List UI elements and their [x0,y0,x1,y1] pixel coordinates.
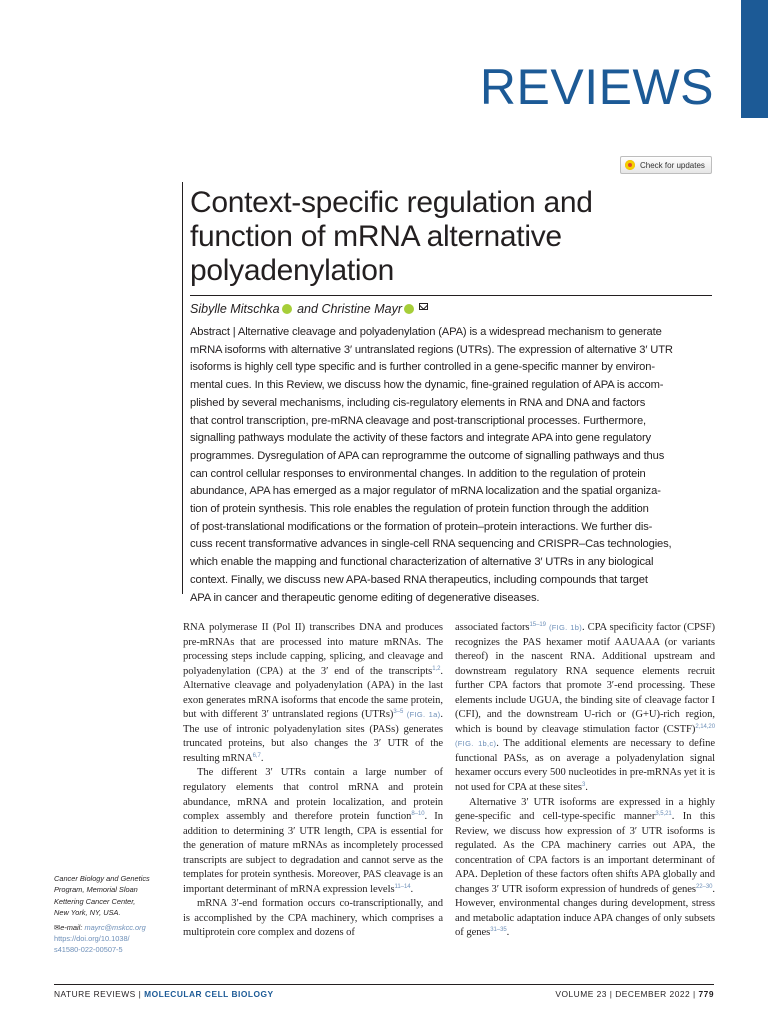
footer-publisher: NATURE REVIEWS [54,989,136,999]
body-text: . [260,752,264,764]
abstract-line: plished by several mechanisms, including cis-regulatory elements in RNA and DNA and factors [190,396,646,409]
abstract-line: context. Finally, we discuss new APA-based RNA therapeutics, including compounds that target [190,573,648,586]
body-text: . In addition to determining 3′ UTR length, CPA is essential for the generation of mature mRNAs as incompletely processed transcripts are subject to degradation and cannot serve as the templates for protein synthesis. Moreover, PAS cleavage is an important determinant of mRNA expression levels [183,811,443,895]
email-icon[interactable] [419,303,428,310]
doi-link[interactable]: s41580-022-00507-5 [54,945,123,955]
affiliation-line: Cancer Biology and Genetics [54,874,150,883]
author-name[interactable]: Sibylle Mitschka [190,302,280,316]
citation-link[interactable]: 3–5 [393,709,404,716]
affiliation-note [54,873,164,956]
body-text: . CPA specificity factor (CPSF) recognizes the PAS hexamer motif AAUAAA (or variants thereof) in the nascent RNA. Additional upstream and downstream regulatory RNA sequence elements recruit further CPA factors that promote 3′-end processing. These elements include UGUA, the binding site of cleavage factor I (CFI), and the downstream U-rich or (G+U)-rich region, which is bound by cleavage stimulation factor (CSTF) [455,622,715,735]
body-text: . Alternative cleavage and polyadenylation (APA) in the last exon generates mRNA isoforms that encode the same protein, but with different 3′ untranslated regions (UTRs) [183,665,443,721]
affiliation-line: Program, Memorial Sloan [54,885,138,895]
section-title: REVIEWS [479,59,714,115]
page-number: 779 [698,989,714,999]
section-tab-bar [741,0,768,118]
abstract-line: programmes. Dysregulation of APA can reprogramme the outcome of signalling pathways and thus [190,449,665,462]
abstract-line: Abstract | Alternative cleavage and polyadenylation (APA) is a widespread mechanism to generate [190,326,662,338]
abstract-line: that control transcription, pre-mRNA cleavage and post-transcriptional processes. Furthermore, [190,414,646,427]
check-for-updates-button[interactable] [620,156,712,174]
citation-link[interactable]: 2,14,20 [695,723,715,730]
body-text: . In this Review, we discuss how expression of 3′ UTR isoforms is regulated. As the CPA machinery carries out APA, the concentration of CPA factors is an important determinant of APA. Depletion of these factors often shifts APA globally and changes 3′ UTR isoform expression of hundreds of genes [455,811,715,895]
figure-link[interactable]: (FIG. 1a) [406,710,441,720]
body-text: . However, environmental changes during development, stress and metabolic adaptation induce APA changes of only subsets of genes [455,883,715,939]
body-text: associated factors [455,622,530,633]
check-for-updates-label: Check for updates [640,160,705,170]
affiliation-line: New York, NY, USA. [54,908,121,918]
email-symbol-icon: ✉ [54,922,61,932]
abstract-line: can control cellular responses to environmental changes. In addition to the regulation of protein [190,467,646,480]
citation-link[interactable]: 22–30 [695,883,713,890]
body-text: mRNA 3′-end formation occurs co-transcriptionally, and is accomplished by the CPA machinery, which comprises a multiprotein core complex and dozens of [183,898,443,939]
author-separator: and [293,302,322,316]
citation-link[interactable]: 8–10 [411,811,425,818]
article-title [190,186,720,288]
abstract-line: mental cues. In this Review, we discuss how the dynamic, fine-grained regulation of APA is accom- [190,379,664,392]
email-label: e-mail: [60,922,85,932]
body-column-right [455,621,715,941]
abstract-line: cuss recent transformative advances in single-cell RNA sequencing and CRISPR–Cas technologies, [190,538,672,551]
footer-volume: VOLUME 23 | DECEMBER 2022 | [555,989,699,999]
footer-volume-info [555,989,714,999]
abstract-line: which enable the mapping and functional characterization of alternative 3′ UTRs in any biological [190,556,654,569]
author-list [190,302,428,316]
citation-link[interactable]: 3,5,21 [655,811,672,818]
citation-link[interactable]: 15–19 [529,622,546,628]
doi-link[interactable]: https://doi.org/10.1038/ [54,934,130,944]
body-text: . [585,782,588,794]
title-left-rule [182,182,183,594]
orcid-icon[interactable] [282,304,292,314]
title-rule [190,295,712,296]
body-paragraph [183,766,443,897]
abstract-line: APA in cancer and therapeutic genome editing of degenerative diseases. [190,591,540,604]
crossmark-icon [625,160,635,170]
abstract [190,324,714,607]
citation-link[interactable]: 11–14 [394,883,411,890]
figure-link[interactable]: (FIG. 1b,c) [455,739,497,749]
citation-link[interactable]: 31–35 [490,927,507,934]
body-paragraph [183,621,443,766]
affiliation-line: Kettering Cancer Center, [54,896,136,906]
body-text: . The additional elements are necessary to define functional PASs, as on average a polyadenylation signal hexamer occurs every 500 nucleotides in pre-mRNAs yet it is not used for CPA at these sites [455,738,715,794]
abstract-line: abundance, APA has emerged as a major regulator of mRNA localization and the spatial organiza- [190,485,661,498]
body-text: Alternative 3′ UTR isoforms are expressed in a highly gene-specific and cell-type-specific manner [455,796,715,823]
citation-link[interactable]: 3 [581,782,586,789]
email-line [54,922,164,933]
body-text: . [410,883,414,895]
citation-link[interactable]: 1,2 [432,665,441,672]
footer-rule [54,984,714,985]
abstract-line: tion of protein synthesis. This role enables the regulation of protein function through the addition [190,503,649,516]
body-column-left [183,621,443,941]
body-paragraph [183,897,443,941]
body-paragraph [455,621,715,796]
abstract-line: signalling pathways modulate the activity of these factors and integrate APA into gene regulatory [190,432,651,445]
title-line: polyadenylation [190,254,394,287]
body-text: . [506,927,510,939]
figure-link[interactable]: (FIG. 1b) [548,623,583,632]
body-text: . The use of intronic polyadenylation sites (PASs) generates truncated proteins, but also changes the 3′ UTR of the resulting mRNA [183,709,443,764]
body-text: The different 3′ UTRs contain a large number of regulatory elements that control mRNA and protein abundance, mRNA and protein localization, and protein complex assembly and therefore protein function [183,767,443,823]
author-name[interactable]: Christine Mayr [321,302,403,316]
body-paragraph [455,796,715,941]
body-text: RNA polymerase II (Pol II) transcribes DNA and produces pre-mRNAs that are processed into mature mRNAs. The processing steps include capping, splicing, and cleavage and polyadenylation (CPA) at the 3′ end of the transcripts [183,622,443,677]
title-line: function of mRNA alternative [190,220,562,253]
orcid-icon[interactable] [404,304,414,314]
footer-journal [54,989,274,999]
email-link[interactable]: mayrc@mskcc.org [84,922,146,932]
citation-link[interactable]: 6,7 [252,752,261,759]
footer-journal-name: MOLECULAR CELL BIOLOGY [144,989,274,999]
abstract-line: of post-translational modifications or the formation of protein–protein interactions. We further dis- [190,520,653,533]
title-line: Context-specific regulation and [190,186,593,219]
abstract-line: mRNA isoforms with alternative 3′ untranslated regions (UTRs). The expression of alternative 3′ UTR [190,343,673,356]
footer-separator: | [135,989,145,999]
abstract-line: isoforms is highly cell type specific and is further controlled in a gene-specific manner by environ- [190,361,655,374]
